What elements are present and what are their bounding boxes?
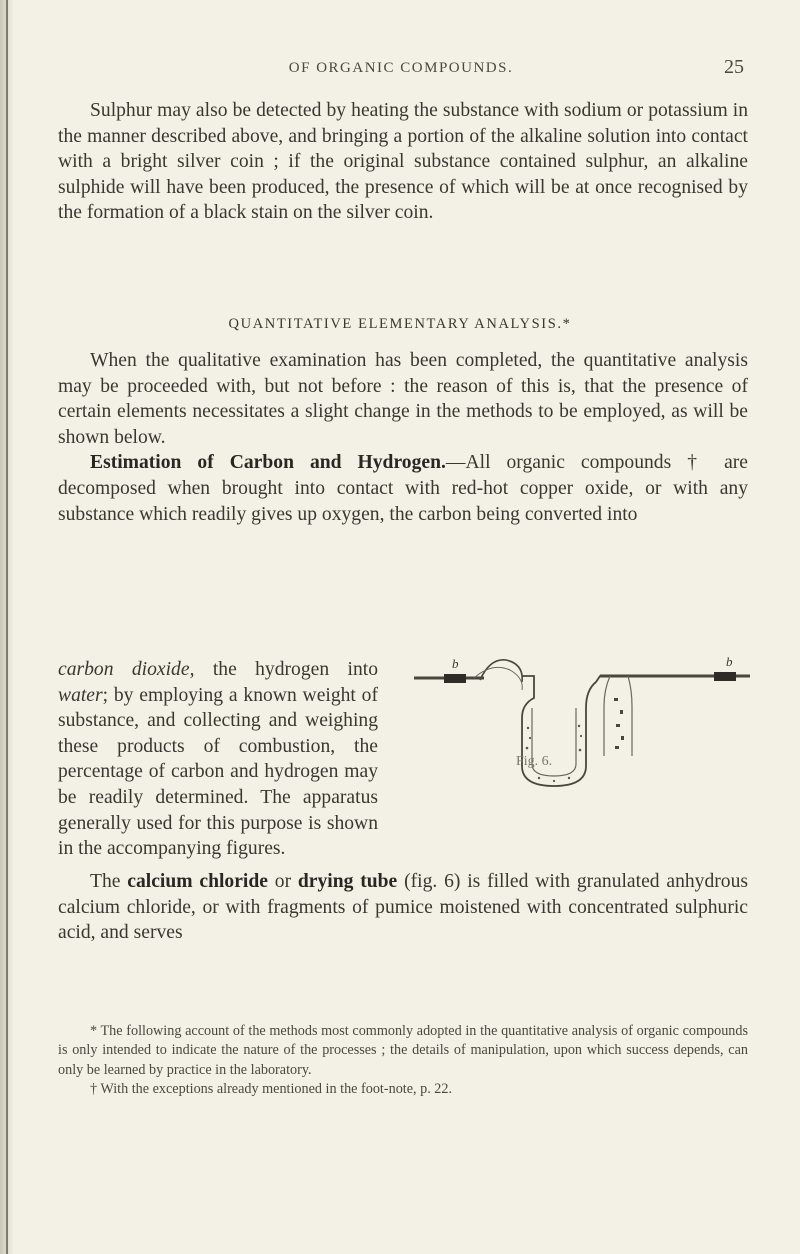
page-header: [58, 56, 744, 84]
carbon-hydrogen-heading: Estimation of Carbon and Hydrogen.: [90, 452, 446, 474]
paragraph-calcium-chloride: The calcium chloride or drying tube (fig. 6) is filled with granulated anhydrous calcium chloride, or with fragments of pumice moistened with concentrated sulphuric acid, and serves: [58, 871, 748, 944]
page-binding-edge: [0, 0, 14, 1254]
paragraph-carbon-hydrogen-start: Estimation of Carbon and Hydrogen.—All organic compounds † are decomposed when brought into contact with red-hot copper oxide, or with any substance which readily gives up oxygen, the carbon being converted into: [58, 452, 748, 525]
page-number: 25: [724, 56, 744, 78]
footnotes: [58, 1022, 748, 1099]
bold-drying-tube: drying tube: [297, 871, 398, 892]
footnote-1: * The following account of the methods most commonly adopted in the quantitative analysis of organic compounds is only intended to indicate the nature of the processes ; the details of manipulation, upon which success depends, can only be learned by practice in the laboratory.: [58, 1023, 748, 1078]
italic-carbon-dioxide: carbon dioxide: [58, 659, 190, 680]
paragraph-quantitative: When the qualitative examination has been completed, the quantitative analysis may be proceeded with, but not before : the reason of this is, that the presence of certain elements necessitates a slight change in the methods to be employed, as will be shown below. Estimation of Carbon and Hydrogen.—All organic compounds † are decomposed when brought into contact with red-hot copper oxide, or with any substance which readily gives up oxygen, the carbon being converted into: [58, 348, 748, 527]
figure-6-drying-tube: [414, 638, 750, 788]
paragraph-sulphur: Sulphur may also be detected by heating the substance with sodium or potassium in the manner described above, and bringing a portion of the alkaline solution into contact with a bright silver coin ; if the original substance contained sulphur, an alkaline sulphide will have been produced, the presence of which will be at once recognised by the formation of a black stain on the silver coin.: [58, 100, 748, 224]
paragraph-carbon-hydrogen-column: carbon dioxide, the hydrogen into water; by employing a known weight of substance, and collecting and weighing these products of combustion, the percentage of carbon and hydrogen may be readily determined. The apparatus generally used for this purpose is shown in the accompanying figures.: [58, 659, 378, 860]
bold-calcium-chloride: calcium chloride: [127, 871, 268, 892]
figure-caption: Fig. 6.: [516, 754, 553, 769]
italic-water: water: [58, 684, 103, 706]
figure-label-left: b: [452, 656, 459, 671]
footnote-2: † With the exceptions already mentioned in the foot-note, p. 22.: [90, 1080, 453, 1097]
section-heading: QUANTITATIVE ELEMENTARY ANALYSIS.*: [228, 316, 572, 332]
figure-label-right: b: [726, 654, 733, 669]
running-head: OF ORGANIC COMPOUNDS.: [288, 60, 514, 76]
